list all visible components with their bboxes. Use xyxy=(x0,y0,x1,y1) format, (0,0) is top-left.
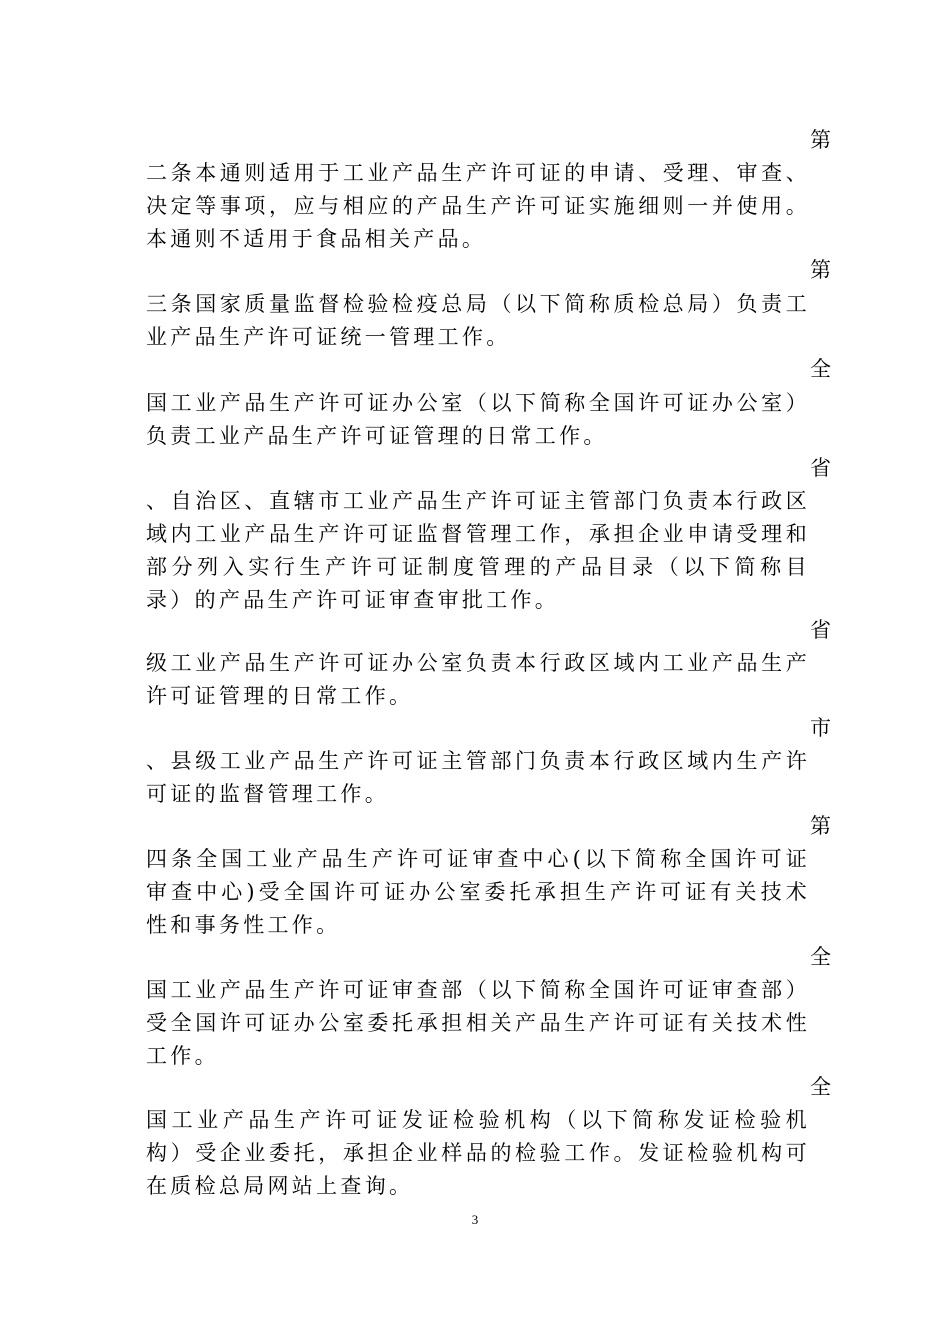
paragraph-provincial-authority: 、自治区、直辖市工业产品生产许可证主管部门负责本行政区域内工业产品生产许可证监督管理工作，承担企业申请受理和部分列入实行生产许可证制度管理的产品目录（以下简称目录）的产品生产许可证审查审批工作。 xyxy=(146,489,810,612)
paragraph-inspection-agency: 国工业产品生产许可证发证检验机构（以下简称发证检验机构）受企业委托，承担企业样品的检验工作。发证检验机构可在质检总局网站上查询。 xyxy=(146,1108,810,1198)
paragraph-lead-char: 第 xyxy=(810,128,831,152)
paragraph-lead-char: 省 xyxy=(810,456,831,480)
paragraph-article-3: 三条国家质量监督检验检疫总局（以下简称质检总局）负责工业产品生产许可证统一管理工作。 xyxy=(146,292,810,349)
paragraph-article-4: 四条全国工业产品生产许可证审查中心(以下简称全国许可证审查中心)受全国许可证办公室委托承担生产许可证有关技术性和事务性工作。 xyxy=(146,847,810,937)
paragraph-provincial-office: 级工业产品生产许可证办公室负责本行政区域内工业产品生产许可证管理的日常工作。 xyxy=(146,651,810,708)
paragraph-lead-char: 全 xyxy=(810,945,831,969)
paragraph-article-2: 二条本通则适用于工业产品生产许可证的申请、受理、审查、决定等事项，应与相应的产品生产许可证实施细则一并使用。本通则不适用于食品相关产品。 xyxy=(146,161,810,251)
paragraph-city-county: 、县级工业产品生产许可证主管部门负责本行政区域内生产许可证的监督管理工作。 xyxy=(146,749,810,806)
paragraph-lead-char: 市 xyxy=(810,716,831,740)
paragraph-review-department: 国工业产品生产许可证审查部（以下简称全国许可证审查部）受全国许可证办公室委托承担相关产品生产许可证有关技术性工作。 xyxy=(146,978,810,1068)
paragraph-lead-char: 全 xyxy=(810,357,831,381)
paragraph-lead-char: 第 xyxy=(810,258,831,282)
paragraph-national-office: 国工业产品生产许可证办公室（以下简称全国许可证办公室）负责工业产品生产许可证管理的日常工作。 xyxy=(146,391,810,448)
paragraph-lead-char: 省 xyxy=(810,618,831,642)
paragraph-lead-char: 第 xyxy=(810,814,831,838)
page-number: 3 xyxy=(471,1212,479,1227)
paragraph-lead-char: 全 xyxy=(810,1075,831,1099)
